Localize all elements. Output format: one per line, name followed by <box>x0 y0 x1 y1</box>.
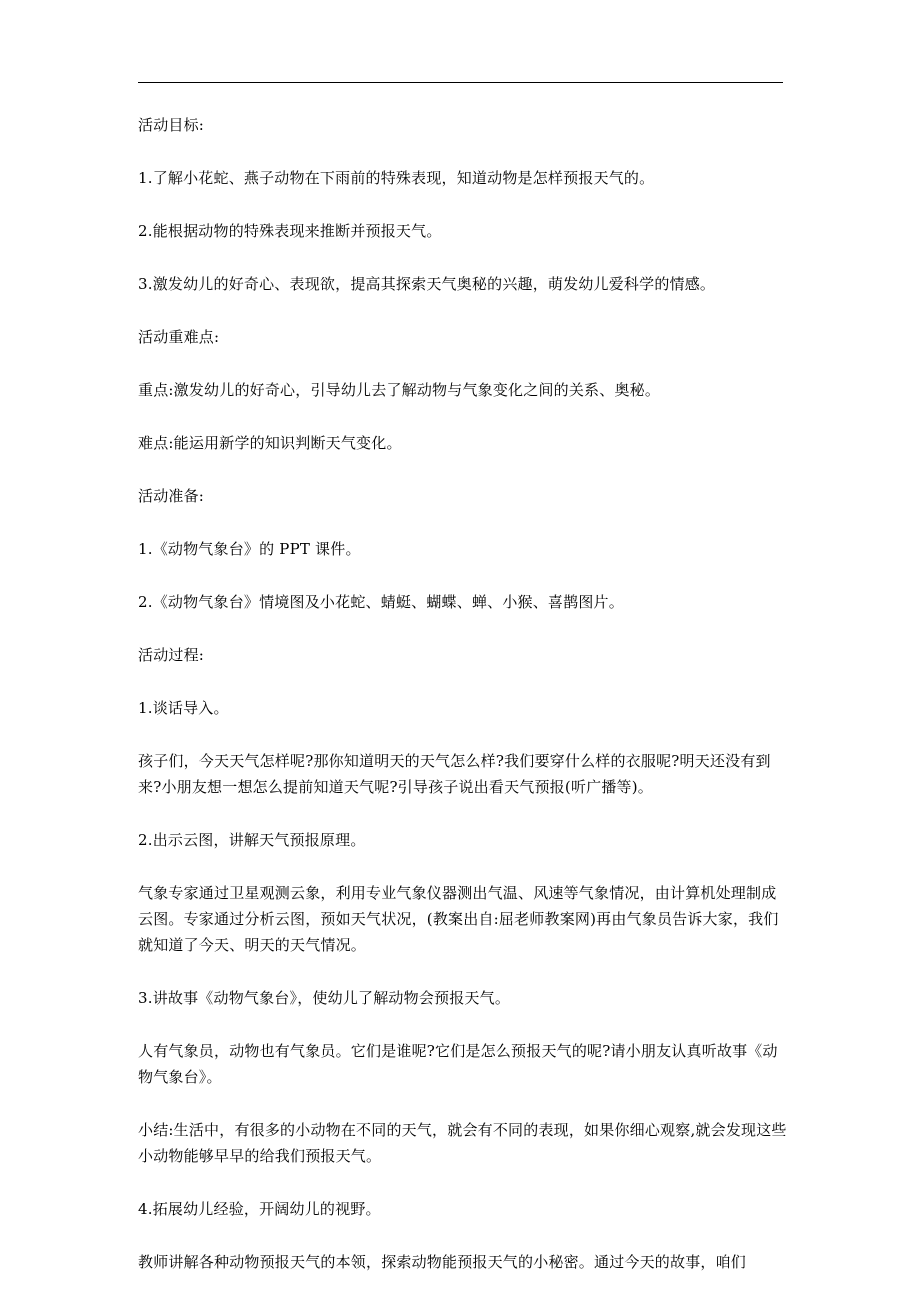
summary-text: 小结:生活中，有很多的小动物在不同的天气，就会有不同的表现，如果你细心观察,就会发现这些小动物能够早早的给我们预报天气。 <box>138 1121 787 1165</box>
process-step-2-text: 气象专家通过卫星观测云象，利用专业气象仪器测出气温、风速等气象情况，由计算机处理制成云图。专家通过分析云图，预如天气状况，(教案出自:屈老师教案网)再由气象员告诉大家，我们就知道了今天、明天的天气情况。 <box>138 884 779 954</box>
goal-item-3: 3.激发幼儿的好奇心、表现欲，提高其探索天气奥秘的兴趣，萌发幼儿爱科学的情感。 <box>138 275 716 293</box>
goal-item-2: 2.能根据动物的特殊表现来推断并预报天气。 <box>138 222 442 240</box>
difficult-point: 难点:能运用新学的知识判断天气变化。 <box>138 434 402 452</box>
process-step-2: 2.出示云图，讲解天气预报原理。 <box>138 831 366 849</box>
process-step-1-text: 孩子们，今天天气怎样呢?那你知道明天的天气怎么样?我们要穿什么样的衣服呢?明天还没有到来?小朋友想一想怎么提前知道天气呢?引导孩子说出看天气预报(听广播等)。 <box>138 752 771 796</box>
process-step-1: 1.谈话导入。 <box>138 699 229 717</box>
process-step-3: 3.讲故事《动物气象台》，使幼儿了解动物会预报天气。 <box>138 989 511 1007</box>
document-body <box>138 112 788 1302</box>
header-rule <box>138 82 783 83</box>
preparation-item-1: 1.《动物气象台》的 PPT 课件。 <box>138 540 361 558</box>
goal-item-1: 1.了解小花蛇、燕子动物在下雨前的特殊表现，知道动物是怎样预报天气的。 <box>138 169 655 187</box>
process-step-4: 4.拓展幼儿经验，开阔幼儿的视野。 <box>138 1200 381 1218</box>
heading-activity-process: 活动过程: <box>138 646 205 664</box>
key-point: 重点:激发幼儿的好奇心，引导幼儿去了解动物与气象变化之间的关系、奥秘。 <box>138 381 661 399</box>
process-step-4-text: 教师讲解各种动物预报天气的本领，探索动物能预报天气的小秘密。通过今天的故事，咱们 <box>138 1253 747 1271</box>
preparation-item-2: 2.《动物气象台》情境图及小花蛇、蜻蜓、蝴蝶、蝉、小猴、喜鹊图片。 <box>138 593 624 611</box>
heading-key-difficult-points: 活动重难点: <box>138 328 220 346</box>
heading-activity-preparation: 活动准备: <box>138 487 205 505</box>
process-step-3-text: 人有气象员，动物也有气象员。它们是谁呢?它们是怎么预报天气的呢?请小朋友认真听故事《动物气象台》。 <box>138 1042 778 1086</box>
heading-activity-goals: 活动目标: <box>138 116 205 134</box>
